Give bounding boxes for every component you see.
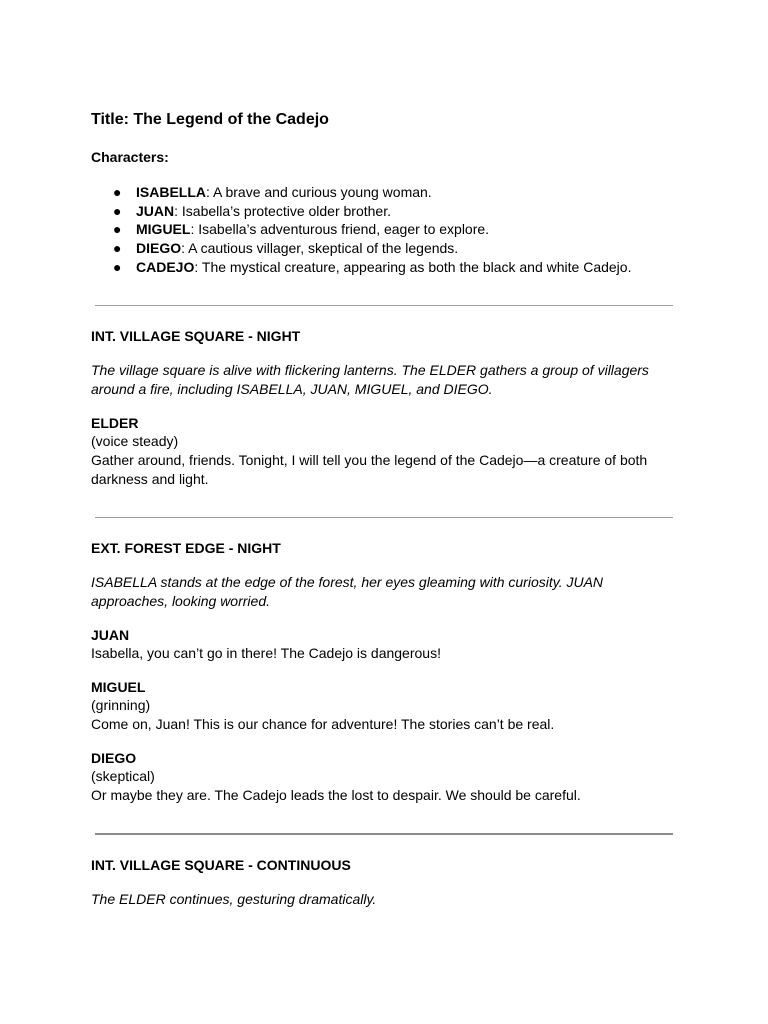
character-name: CADEJO xyxy=(136,258,195,275)
script-page xyxy=(91,110,681,909)
list-item xyxy=(91,183,681,202)
dialogue-parenthetical: (voice steady) xyxy=(91,432,179,449)
document-title: Title: The Legend of the Cadejo xyxy=(91,111,329,128)
scene-action: The ELDER continues, gesturing dramatically. xyxy=(91,890,377,907)
character-name: JUAN xyxy=(136,202,175,219)
dialogue-speaker: MIGUEL xyxy=(91,678,146,695)
scene-action: The village square is alive with flickering lanterns. The ELDER gathers a group of villagers around a fire, including ISABELLA, JUAN, MIGUEL, and DIEGO. xyxy=(91,361,649,397)
dialogue-speaker: DIEGO xyxy=(91,749,137,766)
character-desc: : A brave and curious young woman. xyxy=(206,184,432,200)
bullet-icon: ● xyxy=(113,258,122,275)
character-list xyxy=(91,183,681,277)
character-name: DIEGO xyxy=(136,240,182,257)
section-divider xyxy=(95,517,673,518)
character-name: MIGUEL xyxy=(136,221,191,238)
dialogue-line: Or maybe they are. The Cadejo leads the lost to despair. We should be careful. xyxy=(91,786,581,803)
dialogue-line: Isabella, you can’t go in there! The Cadejo is dangerous! xyxy=(91,644,441,661)
scene-action: ISABELLA stands at the edge of the forest, her eyes gleaming with curiosity. JUAN approaches, looking worried. xyxy=(91,573,604,609)
dialogue-parenthetical: (skeptical) xyxy=(91,767,155,784)
character-desc: : Isabella’s protective older brother. xyxy=(174,202,391,219)
bullet-icon: ● xyxy=(113,184,122,200)
character-desc: : A cautious villager, skeptical of the legends. xyxy=(181,240,459,257)
bullet-icon: ● xyxy=(113,202,122,219)
character-name: ISABELLA xyxy=(136,184,206,200)
section-divider xyxy=(95,305,673,306)
dialogue-line: Gather around, friends. Tonight, I will tell you the legend of the Cadejo—a creature of both darkness and light. xyxy=(91,451,648,487)
scene-heading: EXT. FOREST EDGE - NIGHT xyxy=(91,539,281,556)
scene-heading: INT. VILLAGE SQUARE - CONTINUOUS xyxy=(91,856,351,873)
section-divider xyxy=(95,833,673,835)
dialogue-parenthetical: (grinning) xyxy=(91,696,151,713)
list-item xyxy=(91,239,681,258)
bullet-icon: ● xyxy=(113,240,122,257)
characters-label: Characters: xyxy=(91,149,169,165)
character-desc: : The mystical creature, appearing as both the black and white Cadejo. xyxy=(194,258,632,275)
list-item xyxy=(91,202,681,221)
scene-heading: INT. VILLAGE SQUARE - NIGHT xyxy=(91,327,301,344)
list-item xyxy=(91,258,681,277)
character-desc: : Isabella’s adventurous friend, eager to explore. xyxy=(190,221,490,238)
bullet-icon: ● xyxy=(113,221,122,238)
dialogue-line: Come on, Juan! This is our chance for adventure! The stories can’t be real. xyxy=(91,715,555,732)
dialogue-speaker: ELDER xyxy=(91,414,139,431)
dialogue-speaker: JUAN xyxy=(91,626,130,643)
list-item xyxy=(91,220,681,239)
